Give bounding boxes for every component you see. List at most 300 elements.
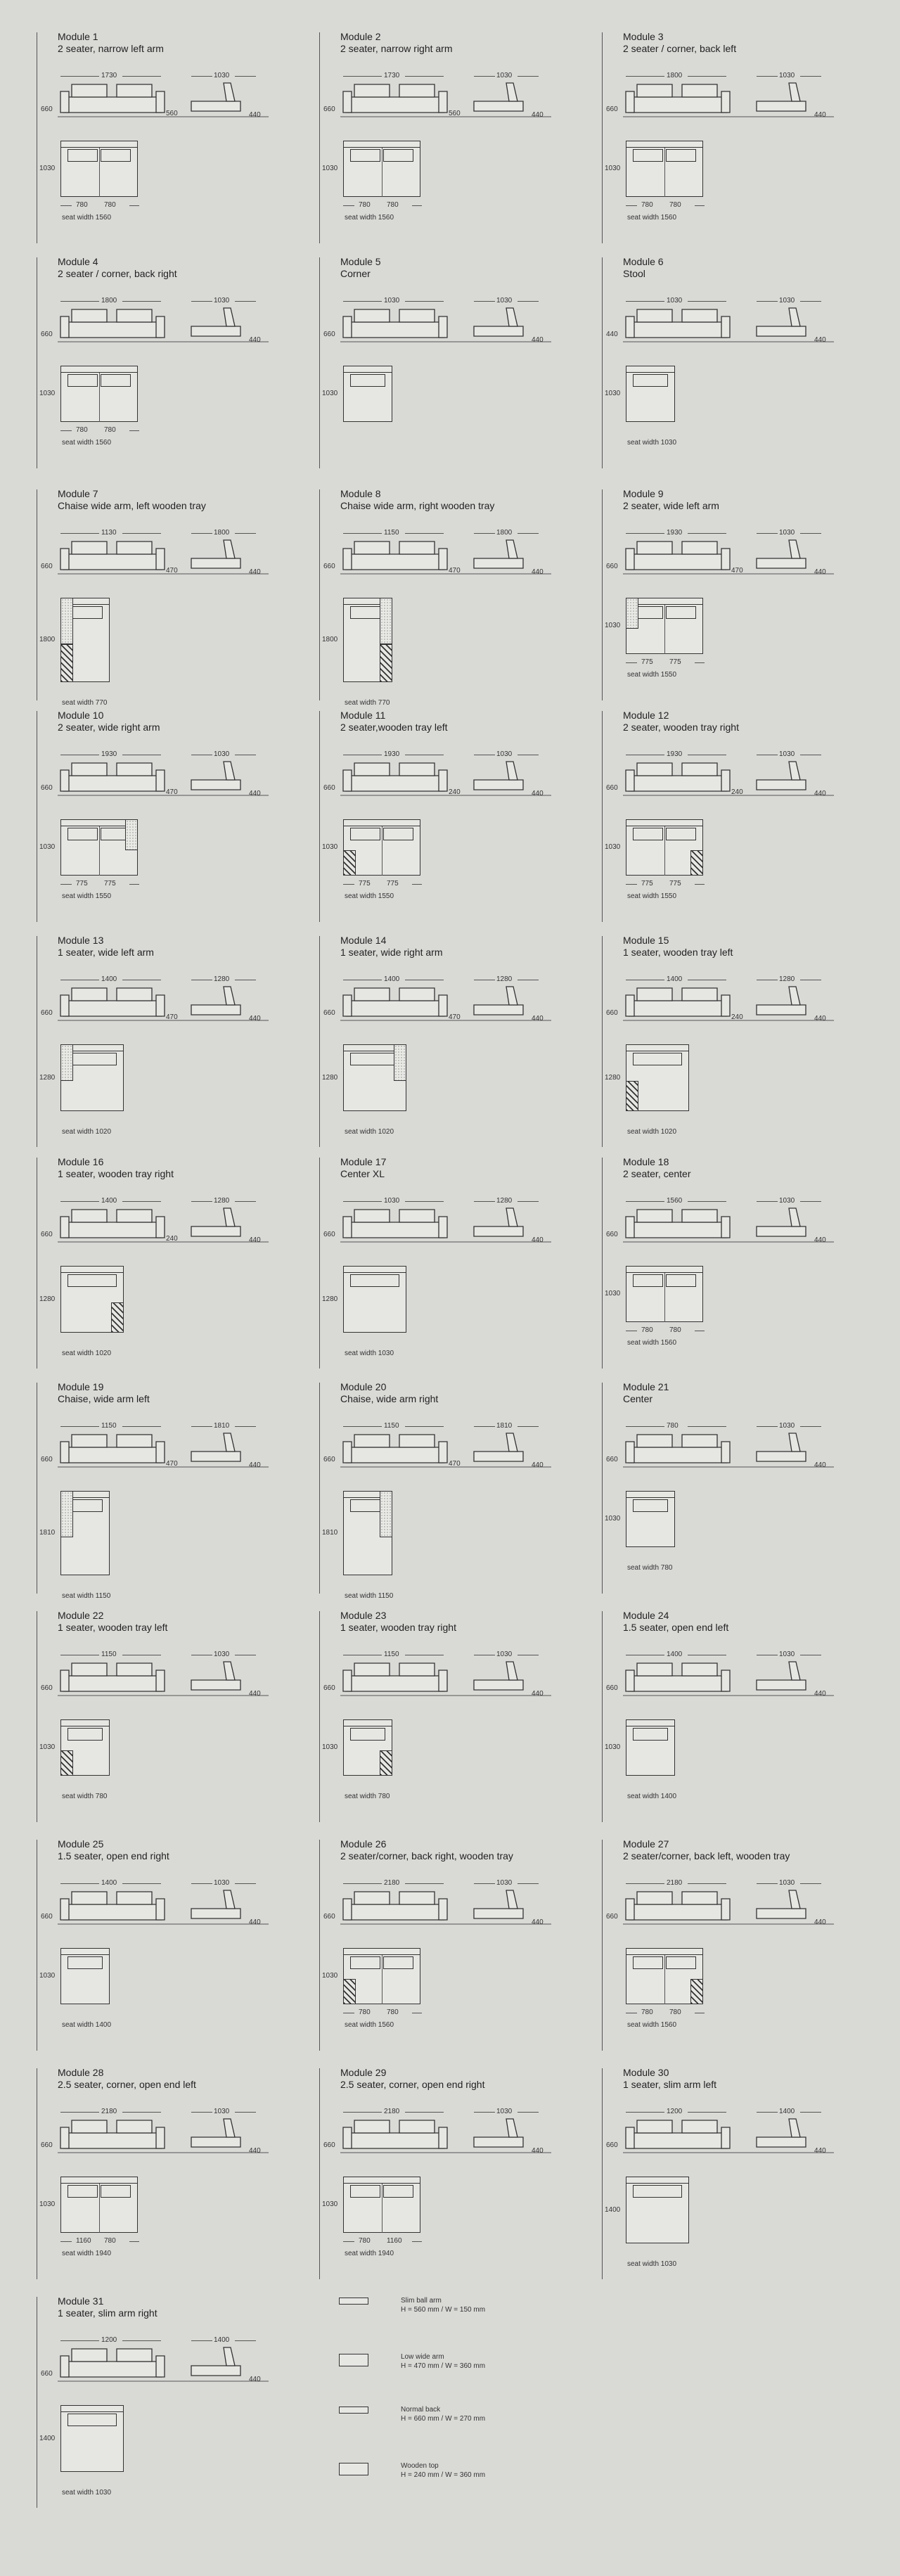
sofa-outline <box>637 1435 672 1447</box>
sofa-outline <box>682 309 717 322</box>
chaise-label: 1030 <box>496 1879 513 1887</box>
seat-cushion <box>101 149 131 162</box>
seat-label: 780 <box>641 201 653 209</box>
side-height-label: 440 <box>249 336 261 344</box>
sofa-outline <box>682 763 717 776</box>
sofa-outline <box>439 91 447 113</box>
sofa-outline <box>63 1904 162 1920</box>
module-subtitle: 1 seater, wooden tray right <box>340 1622 456 1633</box>
chaise-dimension-line <box>474 1883 495 1884</box>
front-elevation-drawing <box>58 302 290 352</box>
chaise-dimension-line <box>235 533 256 534</box>
front-height-label: 660 <box>323 1231 335 1238</box>
width-dimension-line <box>405 1201 444 1202</box>
sofa-outline <box>637 2120 672 2133</box>
sofa-outline <box>682 2120 717 2133</box>
depth-label: 1280 <box>39 1073 56 1082</box>
chaise-dimension-line <box>191 1426 212 1427</box>
sofa-outline <box>117 2120 152 2133</box>
sofa-outline <box>506 540 518 558</box>
wooden-tray <box>690 850 703 876</box>
side-height-label: 440 <box>249 568 261 576</box>
module-subtitle: Stool <box>623 268 645 279</box>
legend-text <box>401 2405 485 2423</box>
sofa-outline <box>346 97 444 113</box>
backrest <box>60 1948 110 1955</box>
front-elevation-drawing <box>340 981 572 1030</box>
chaise-label: 1030 <box>779 297 795 305</box>
wide-arm <box>380 1491 392 1537</box>
width-label: 1730 <box>384 72 400 79</box>
module-card <box>37 28 319 253</box>
chaise-label: 1030 <box>496 297 513 305</box>
backrest <box>626 141 703 148</box>
backrest <box>343 366 392 373</box>
depth-label: 1800 <box>39 636 56 643</box>
width-label: 2180 <box>384 1879 400 1887</box>
module-card <box>319 1153 602 1378</box>
front-elevation-drawing <box>623 302 855 352</box>
module-title: Module 14 <box>340 935 387 946</box>
width-label: 1400 <box>101 975 117 983</box>
module-card <box>602 1378 885 1603</box>
chaise-label: 1030 <box>496 72 513 79</box>
side-height-label: 440 <box>532 568 544 576</box>
front-height-label: 660 <box>606 2141 618 2149</box>
chaise-dimension-line <box>800 301 821 302</box>
depth-label: 1030 <box>322 843 338 851</box>
sofa-outline <box>506 308 518 326</box>
width-label: 1030 <box>667 297 683 305</box>
front-elevation-drawing <box>58 1428 290 1477</box>
sofa-outline <box>682 1210 717 1222</box>
seat-width-label: seat width 1940 <box>345 2250 394 2257</box>
side-height-label: 440 <box>814 790 826 797</box>
depth-label: 1030 <box>39 843 56 851</box>
sofa-outline <box>506 1662 518 1680</box>
side-height-label: 440 <box>814 568 826 576</box>
sofa-outline <box>72 542 107 554</box>
seat-dimension-line <box>343 205 354 206</box>
sofa-outline <box>399 1663 435 1676</box>
chaise-dimension-line <box>235 1883 256 1884</box>
wooden-tray <box>111 1302 124 1333</box>
divider-line <box>319 1383 320 1594</box>
seat-dimension-line <box>412 884 422 885</box>
width-dimension-line <box>405 76 444 77</box>
seat-label: 780 <box>669 1326 681 1334</box>
width-dimension-line <box>688 76 726 77</box>
width-label: 1150 <box>101 1651 117 1658</box>
front-height-label: 660 <box>606 1684 618 1692</box>
legend-dims: H = 240 mm / W = 360 mm <box>401 2471 486 2479</box>
seat-width-label: seat width 1400 <box>62 2021 112 2029</box>
chaise-label: 1030 <box>779 529 795 537</box>
chaise-dimension-line <box>757 1883 778 1884</box>
module-title: Module 18 <box>623 1156 669 1167</box>
chaise-label: 1280 <box>496 975 513 983</box>
sofa-outline <box>354 2120 390 2133</box>
chaise-dimension-line <box>757 76 778 77</box>
divider-line <box>602 1840 603 2051</box>
width-dimension-line <box>122 1426 161 1427</box>
sofa-outline <box>191 558 240 568</box>
chaise-dimension-line <box>757 301 778 302</box>
sofa-outline <box>626 770 634 791</box>
module-card <box>319 28 602 253</box>
sofa-outline <box>117 309 152 322</box>
sofa-outline <box>439 1442 447 1463</box>
seat-label: 780 <box>104 2237 116 2245</box>
seat-width-label: seat width 1550 <box>627 671 677 679</box>
front-elevation-drawing <box>58 1203 290 1252</box>
sofa-outline <box>72 1892 107 1904</box>
sofa-outline <box>439 549 447 570</box>
sofa-outline <box>354 988 390 1001</box>
wide-arm <box>60 598 73 644</box>
chaise-dimension-line <box>757 1201 778 1202</box>
sofa-outline <box>439 995 447 1016</box>
seat-width-label: seat width 780 <box>62 1793 108 1800</box>
divider-line <box>319 1158 320 1369</box>
sofa-outline <box>354 1663 390 1676</box>
divider-line <box>602 1158 603 1369</box>
seat-width-label: seat width 1550 <box>345 892 394 900</box>
mid-label: 560 <box>449 110 461 117</box>
width-label: 1030 <box>384 297 400 305</box>
module-card <box>37 253 319 478</box>
sofa-outline <box>346 2133 444 2148</box>
sofa-outline <box>117 1435 152 1447</box>
module-title: Module 30 <box>623 2067 669 2078</box>
seat-cushion <box>633 1956 663 1969</box>
depth-label: 1030 <box>322 1972 338 1980</box>
module-card <box>602 932 885 1157</box>
width-label: 1400 <box>667 975 683 983</box>
sofa-outline <box>191 1005 240 1015</box>
module-title: Module 22 <box>58 1610 104 1621</box>
module-card <box>602 485 885 710</box>
width-label: 1400 <box>384 975 400 983</box>
front-height-label: 660 <box>323 1456 335 1463</box>
sofa-outline <box>637 309 672 322</box>
module-subtitle: 1 seater, wooden tray left <box>58 1622 168 1633</box>
sofa-outline <box>626 1217 634 1238</box>
depth-label: 1030 <box>322 165 338 172</box>
sofa-outline <box>354 309 390 322</box>
chaise-dimension-line <box>235 1201 256 1202</box>
sofa-outline <box>72 763 107 776</box>
sofa-outline <box>439 770 447 791</box>
sofa-outline <box>354 1892 390 1904</box>
seat-width-label: seat width 1150 <box>345 1592 394 1600</box>
backrest <box>60 1266 124 1273</box>
sofa-outline <box>224 540 235 558</box>
width-dimension-line <box>122 1883 161 1884</box>
sofa-outline <box>60 549 69 570</box>
backrest <box>626 1044 689 1051</box>
seat-label: 775 <box>359 880 371 887</box>
sofa-outline <box>72 2120 107 2133</box>
seat-width-label: seat width 780 <box>627 1564 673 1572</box>
sofa-outline <box>474 1005 523 1015</box>
depth-label: 1030 <box>39 2200 56 2208</box>
sofa-outline <box>156 1217 165 1238</box>
seat-dimension-line <box>695 205 705 206</box>
seat-divider <box>99 2184 100 2233</box>
sofa-outline <box>626 1899 634 1920</box>
chaise-label: 1030 <box>214 2108 230 2115</box>
side-height-label: 440 <box>814 1461 826 1469</box>
width-label: 1130 <box>101 529 117 537</box>
sofa-outline <box>63 776 162 791</box>
wide-arm <box>626 598 638 629</box>
chaise-dimension-line <box>474 1201 495 1202</box>
chaise-dimension-line <box>518 1883 539 1884</box>
module-subtitle: 1.5 seater, open end left <box>623 1622 729 1633</box>
sofa-outline <box>63 1447 162 1463</box>
seat-cushion <box>68 1728 103 1741</box>
sofa-outline <box>629 1676 727 1691</box>
module-title: Module 25 <box>58 1838 104 1850</box>
seat-cushion <box>68 149 98 162</box>
module-title: Module 23 <box>340 1610 387 1621</box>
depth-label: 1810 <box>39 1529 56 1537</box>
sofa-outline <box>117 1892 152 1904</box>
width-dimension-line <box>405 2112 444 2113</box>
seat-label: 780 <box>104 201 116 209</box>
width-label: 1200 <box>667 2108 683 2115</box>
module-title: Module 31 <box>58 2295 104 2307</box>
sofa-outline <box>72 309 107 322</box>
front-elevation-drawing <box>340 1428 572 1477</box>
seat-width-label: seat width 1030 <box>627 439 677 447</box>
sofa-outline <box>354 84 390 97</box>
wooden-tray <box>343 1979 356 2004</box>
sofa-outline <box>757 101 806 111</box>
sofa-outline <box>626 316 634 338</box>
front-elevation-drawing <box>58 756 290 805</box>
sofa-outline <box>224 1433 235 1452</box>
sofa-outline <box>757 558 806 568</box>
sofa-outline <box>60 770 69 791</box>
seat-cushion <box>666 149 696 162</box>
sofa-outline <box>637 1663 672 1676</box>
legend-dims: H = 660 mm / W = 270 mm <box>401 2415 486 2423</box>
front-height-label: 660 <box>606 105 618 113</box>
divider-line <box>319 257 320 468</box>
chaise-label: 1400 <box>214 2336 230 2344</box>
sofa-outline <box>757 2137 806 2147</box>
front-elevation-drawing <box>340 1885 572 1934</box>
module-subtitle: 2 seater/corner, back right, wooden tray <box>340 1850 513 1861</box>
width-dimension-line <box>122 76 161 77</box>
module-subtitle: Center XL <box>340 1168 385 1179</box>
depth-label: 1030 <box>39 390 56 397</box>
seat-cushion <box>350 374 385 387</box>
seat-cushion <box>68 1956 103 1969</box>
chaise-label: 1030 <box>214 72 230 79</box>
depth-label: 1280 <box>322 1295 338 1303</box>
width-label: 1800 <box>101 297 117 305</box>
chaise-label: 1400 <box>779 2108 795 2115</box>
module-title: Module 12 <box>623 710 669 721</box>
seat-cushion <box>666 606 696 619</box>
sofa-outline <box>346 1222 444 1238</box>
front-elevation-drawing <box>623 77 855 127</box>
depth-label: 1400 <box>605 2205 621 2214</box>
sofa-outline <box>682 1435 717 1447</box>
module-subtitle: 2 seater/corner, back left, wooden tray <box>623 1850 790 1861</box>
sofa-outline <box>626 2127 634 2148</box>
width-label: 1150 <box>384 1422 399 1430</box>
seat-dimension-line <box>129 2241 139 2242</box>
module-card <box>319 485 602 710</box>
seat-width-label: seat width 1030 <box>345 1350 394 1357</box>
seat-width-label: seat width 780 <box>345 1793 390 1800</box>
mid-label: 240 <box>731 1013 743 1021</box>
module-subtitle: Chaise wide arm, right wooden tray <box>340 500 495 511</box>
module-title: Module 28 <box>58 2067 104 2078</box>
front-elevation-drawing <box>623 1203 855 1252</box>
seat-dimension-line <box>60 205 72 206</box>
sofa-outline <box>682 1663 717 1676</box>
sofa-outline <box>789 762 800 780</box>
sofa-outline <box>346 322 444 338</box>
width-label: 1930 <box>667 529 683 537</box>
seat-width-label: seat width 1560 <box>627 214 677 222</box>
divider-line <box>319 2068 320 2279</box>
backrest <box>343 1719 392 1726</box>
sofa-outline <box>346 1447 444 1463</box>
side-height-label: 440 <box>249 1236 261 1244</box>
chaise-label: 1280 <box>214 975 230 983</box>
seat-label: 780 <box>359 2008 371 2016</box>
seat-cushion <box>350 1274 399 1287</box>
module-title: Module 26 <box>340 1838 387 1850</box>
sofa-outline <box>63 1001 162 1016</box>
mid-label: 470 <box>166 788 178 796</box>
seat-width-label: seat width 1560 <box>627 1339 677 1347</box>
backrest <box>343 141 420 148</box>
chaise-dimension-line <box>474 1426 495 1427</box>
sofa-outline <box>224 1662 235 1680</box>
depth-label: 1030 <box>605 1515 621 1523</box>
chaise-dimension-line <box>235 1426 256 1427</box>
module-card <box>37 2064 319 2289</box>
sofa-outline <box>191 1680 240 1690</box>
depth-label: 1800 <box>322 636 338 643</box>
seat-cushion <box>633 374 668 387</box>
module-subtitle: 2 seater,wooden tray left <box>340 722 448 733</box>
seat-width-label: seat width 1550 <box>627 892 677 900</box>
seat-cushion <box>383 2185 413 2198</box>
seat-dimension-line <box>695 662 705 663</box>
sofa-outline <box>789 1208 800 1226</box>
seat-dimension-line <box>626 205 637 206</box>
sofa-outline <box>156 1442 165 1463</box>
seat-dimension-line <box>343 2241 354 2242</box>
module-card <box>602 707 885 932</box>
sofa-outline <box>637 84 672 97</box>
sofa-outline <box>63 554 162 570</box>
sofa-outline <box>60 1670 69 1691</box>
module-title: Module 8 <box>340 488 381 499</box>
sofa-outline <box>474 780 523 790</box>
sofa-outline <box>474 1226 523 1236</box>
sofa-outline <box>354 1435 390 1447</box>
module-subtitle: 2 seater, wide left arm <box>623 500 719 511</box>
sofa-outline <box>637 988 672 1001</box>
seat-cushion <box>633 1728 668 1741</box>
seat-dimension-line <box>60 884 72 885</box>
side-height-label: 440 <box>814 336 826 344</box>
module-subtitle: 2 seater, wooden tray right <box>623 722 739 733</box>
slim-arm-icon <box>339 2298 368 2305</box>
sofa-outline <box>354 1210 390 1222</box>
front-elevation-drawing <box>58 534 290 584</box>
seat-dimension-line <box>412 205 422 206</box>
module-title: Module 16 <box>58 1156 104 1167</box>
front-height-label: 660 <box>323 1009 335 1017</box>
wide-arm-icon <box>339 2354 368 2366</box>
width-dimension-line <box>626 1426 664 1427</box>
seat-dimension-line <box>695 884 705 885</box>
sofa-outline <box>474 326 523 336</box>
chaise-label: 1280 <box>214 1197 230 1205</box>
sofa-outline <box>757 1226 806 1236</box>
normal-back-icon <box>339 2407 368 2414</box>
chaise-label: 1030 <box>779 1651 795 1658</box>
module-title: Module 3 <box>623 31 664 42</box>
side-height-label: 440 <box>249 1690 261 1698</box>
sofa-outline <box>721 1217 730 1238</box>
module-subtitle: Center <box>623 1393 653 1404</box>
module-title: Module 11 <box>340 710 386 721</box>
backrest <box>343 819 420 826</box>
front-elevation-drawing <box>58 1656 290 1705</box>
sofa-outline <box>343 549 352 570</box>
depth-label: 1030 <box>605 390 621 397</box>
sofa-outline <box>117 763 152 776</box>
sofa-outline <box>343 1670 352 1691</box>
seat-width-label: seat width 1020 <box>345 1128 394 1136</box>
module-subtitle: 2 seater, center <box>623 1168 691 1179</box>
sofa-outline <box>629 1001 727 1016</box>
divider-line <box>602 1611 603 1822</box>
legend-row <box>0 2352 900 2395</box>
module-card <box>319 707 602 932</box>
front-height-label: 660 <box>41 1231 53 1238</box>
module-card <box>37 1835 319 2061</box>
sofa-outline <box>629 776 727 791</box>
sofa-outline <box>399 84 435 97</box>
module-subtitle: 2 seater / corner, back right <box>58 268 177 279</box>
seat-dimension-line <box>60 430 72 431</box>
seat-width-label: seat width 1020 <box>62 1128 112 1136</box>
sofa-outline <box>72 84 107 97</box>
seat-cushion <box>666 828 696 840</box>
front-height-label: 660 <box>41 2141 53 2149</box>
backrest <box>626 819 703 826</box>
seat-label: 780 <box>76 201 88 209</box>
front-elevation-drawing <box>623 534 855 584</box>
module-subtitle: 2.5 seater, corner, open end left <box>58 2079 196 2090</box>
seat-cushion <box>68 2185 98 2198</box>
seat-label: 780 <box>641 1326 653 1334</box>
sofa-outline <box>399 542 435 554</box>
legend-dims: H = 470 mm / W = 360 mm <box>401 2362 486 2370</box>
